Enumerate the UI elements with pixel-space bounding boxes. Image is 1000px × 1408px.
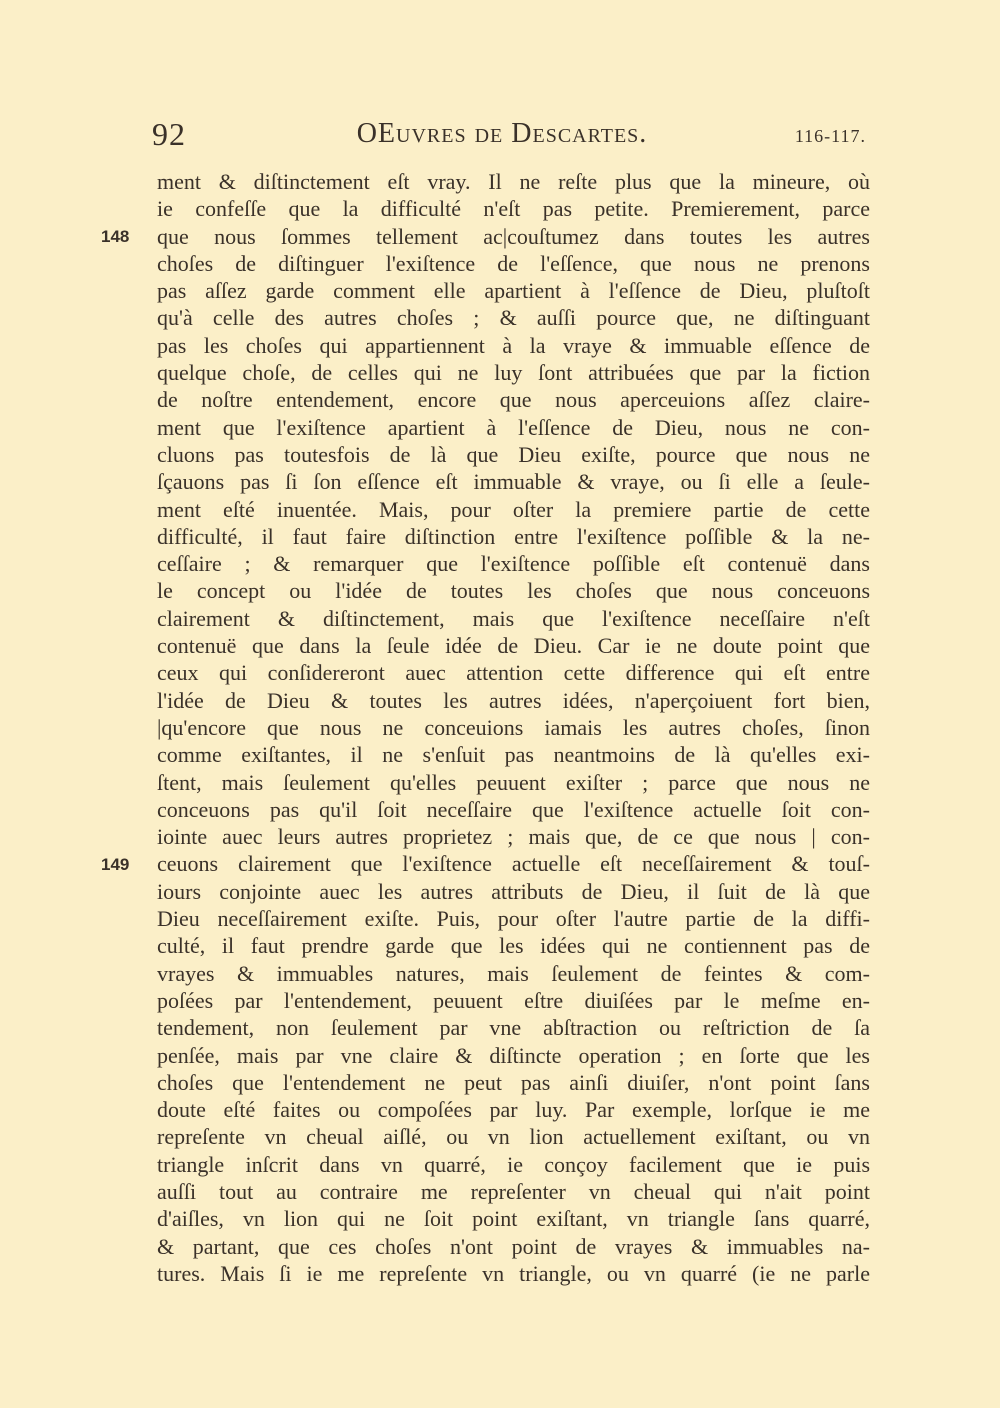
page-header (152, 116, 866, 156)
text-line: iointe auec leurs autres proprietez ; mais que, de ce que nous | con- (157, 824, 870, 850)
text-line: de noſtre entendement, encore que nous aperceuions aſſez claire- (157, 387, 870, 413)
text-line: ment eſté inuentée. Mais, pour oſter la premiere partie de cette (157, 496, 870, 522)
running-title: OEuvres de Descartes. (356, 118, 648, 149)
text-line: tendement, non ſeulement par vne abſtraction ou reſtriction de ſa (157, 1015, 870, 1041)
text-line: ſçauons pas ſi ſon eſſence eſt immuable & vraye, ou ſi elle a ſeule- (157, 469, 870, 495)
text-line: |qu'encore que nous ne conceuions iamais les autres choſes, ſinon (157, 714, 870, 740)
text-line: cluons pas toutesfois de là que Dieu exiſte, pource que nous ne (157, 441, 870, 467)
text-line: pas aſſez garde comment elle apartient à l'eſſence de Dieu, pluſtoſt (157, 278, 870, 304)
text-line: & partant, que ces choſes n'ont point de vrayes & immuables na- (157, 1233, 870, 1259)
page-range: 116-117. (794, 126, 866, 146)
page-number: 92 (152, 116, 186, 152)
text-line: l'idée de Dieu & toutes les autres idées, n'aperçoiuent fort bien, (157, 687, 870, 713)
text-line: ie confeſſe que la difficulté n'eſt pas petite. Premierement, parce (157, 196, 870, 222)
text-line: doute eſté faites ou compoſées par luy. Par exemple, lorſque ie me (157, 1097, 870, 1123)
text-line: auſſi tout au contraire me repreſenter vn cheual qui n'ait point (157, 1178, 870, 1204)
text-line: clairement & diſtinctement, mais que l'exiſtence neceſſaire n'eſt (157, 605, 870, 631)
body-text (157, 168, 870, 1287)
text-line: triangle inſcrit dans vn quarré, ie conçoy facilement que ie puis (157, 1151, 870, 1177)
text-line: choſes de diſtinguer l'exiſtence de l'eſſence, que nous ne prenons (157, 250, 870, 276)
text-line: iours conjointe auec les autres attributs de Dieu, il ſuit de là que (157, 878, 870, 904)
text-line: ſtent, mais ſeulement qu'elles peuuent exiſter ; parce que nous ne (157, 769, 870, 795)
text-line: tures. Mais ſi ie me repreſente vn triangle, ou vn quarré (ie ne parle (157, 1260, 870, 1286)
text-line: que nous ſommes tellement ac|couſtumez dans toutes les autres (157, 223, 870, 249)
text-line: choſes que l'entendement ne peut pas ainſi diuiſer, n'ont point ſans (157, 1069, 870, 1095)
text-line: repreſente vn cheual aiſlé, ou vn lion actuellement exiſtant, ou vn (157, 1124, 870, 1150)
text-line: difficulté, il faut faire diſtinction entre l'exiſtence poſſible & la ne- (157, 523, 870, 549)
text-line: pas les choſes qui appartiennent à la vraye & immuable eſſence de (157, 332, 870, 358)
text-line: culté, il faut prendre garde que les idées qui ne contiennent pas de (157, 933, 870, 959)
text-line: contenuë que dans la ſeule idée de Dieu. Car ie ne doute point que (157, 633, 870, 659)
text-line: conceuons pas qu'il ſoit neceſſaire que l'exiſtence actuelle ſoit con- (157, 796, 870, 822)
text-line: ment que l'exiſtence apartient à l'eſſence de Dieu, nous ne con- (157, 414, 870, 440)
text-line: comme exiſtantes, il ne s'enſuit pas neantmoins de là qu'elles exi- (157, 742, 870, 768)
text-line: le concept ou l'idée de toutes les choſes que nous conceuons (157, 578, 870, 604)
text-line: ment & diſtinctement eſt vray. Il ne reſte plus que la mineure, où (157, 169, 870, 194)
text-line: d'aiſles, vn lion qui ne ſoit point exiſtant, vn triangle ſans quarré, (157, 1206, 870, 1232)
text-line: ceuons clairement que l'exiſtence actuelle eſt neceſſairement & touſ- (157, 851, 870, 877)
text-line: Dieu neceſſairement exiſte. Puis, pour oſter l'autre partie de la diffi- (157, 906, 870, 932)
text-line: quelque choſe, de celles qui ne luy ſont attribuées que par la fiction (157, 360, 870, 386)
text-line: ceux qui conſidereront auec attention cette difference qui eſt entre (157, 660, 870, 686)
margin-note: 149 (101, 854, 130, 874)
text-line: vrayes & immuables natures, mais ſeulement de feintes & com- (157, 960, 870, 986)
text-line: poſées par l'entendement, peuuent eſtre diuiſées par le meſme en- (157, 987, 870, 1013)
margin-note: 148 (101, 226, 130, 246)
text-line: ceſſaire ; & remarquer que l'exiſtence poſſible eſt contenuë dans (157, 551, 870, 577)
text-line: qu'à celle des autres choſes ; & auſſi pource que, ne diſtinguant (157, 305, 870, 331)
text-line: penſée, mais par vne claire & diſtincte operation ; en ſorte que les (157, 1042, 870, 1068)
